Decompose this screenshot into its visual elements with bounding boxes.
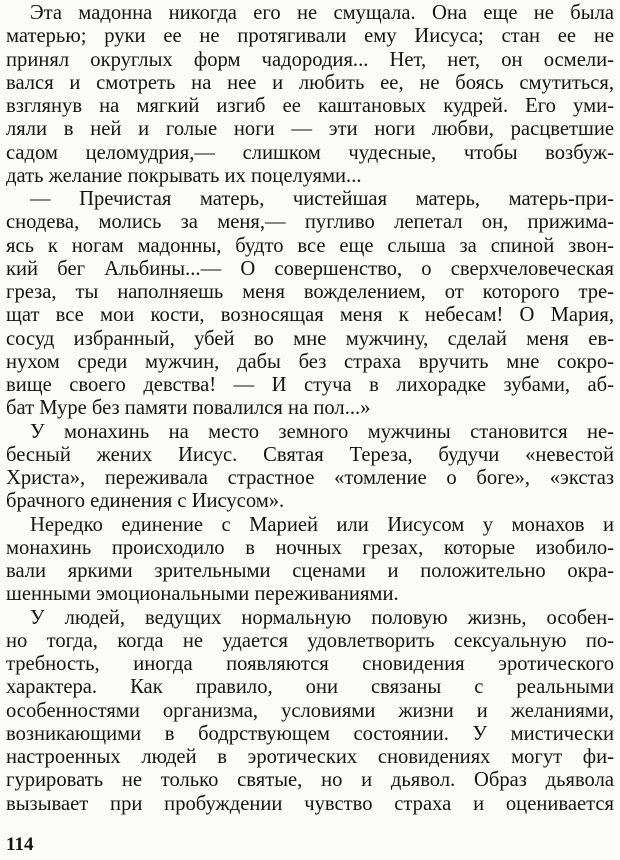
text-line: бат Муре без памяти повалился на пол...» — [6, 397, 371, 420]
text-line: Христа», переживала страстное «томление о боге», «экстаз — [6, 467, 614, 489]
text-line: щат все мои кости, возносящая меня к небесам! О Мария, — [6, 304, 614, 327]
text-line: У людей, ведущих нормальную половую жизнь, особен- — [30, 606, 614, 629]
text-line: шенными эмоциональными переживаниями. — [6, 583, 399, 606]
text-line: принял округлых форм чадородия... Нет, нет, он осмели- — [6, 48, 614, 71]
text-line: монахинь происходило в ночных грезах, которые изобило- — [6, 536, 614, 559]
text-line: У монахинь на место земного мужчины становится не- — [30, 420, 614, 443]
text-line: — Пречистая матерь, чистейшая матерь, матерь-при- — [30, 188, 614, 210]
text-line: греза, ты наполняешь меня вожделением, от которого тре- — [6, 281, 614, 303]
text-line: ясь к ногам мадонны, будто все еще слыша за спиной звон- — [6, 234, 614, 257]
text-line: Эта мадонна никогда его не смущала. Она еще не была — [30, 2, 614, 24]
text-line: бесный жених Иисус. Святая Тереза, будучи «невестой — [6, 443, 614, 466]
text-line: взглянув на мягкий изгиб ее каштановых кудрей. Его уми- — [6, 95, 614, 117]
text-line: настроенных людей в эротических сновидениях могут фи- — [6, 746, 614, 768]
text-line: кий бег Альбины...— О совершенство, о сверхчеловеческая — [6, 257, 614, 280]
text-line: характера. Как правило, они связаны с реальными — [6, 676, 614, 699]
text-line: брачного единения с Иисусом». — [6, 490, 285, 513]
text-line: нухом среди мужчин, дабы без страха вручить мне сокро- — [6, 350, 614, 373]
text-line: вали яркими зрительными сценами и положительно окра- — [6, 560, 614, 582]
text-line: гурировать не только святые, но и дьявол. Образ дьявола — [6, 769, 614, 792]
text-line: дать желание покрывать их поцелуями... — [6, 164, 362, 187]
text-line: ляли в ней и голые ноги — эти ноги любви, расцветшие — [6, 118, 614, 141]
text-line: но тогда, когда не удается удовлетворить сексуальную по- — [6, 629, 614, 652]
text-line: сосуд избранный, убей во мне мужчину, сделай меня ев- — [6, 327, 614, 350]
text-line: вызывает при пробуждении чувство страха и оценивается — [6, 792, 614, 815]
text-line: матерью; руки ее не протягивали ему Иисуса; стан ее не — [6, 25, 614, 48]
text-line: Нередко единение с Марией или Иисусом у монахов и — [30, 513, 614, 536]
text-line: требность, иногда появляются сновидения эротического — [6, 653, 614, 675]
text-line: возникающими в бодрствующем состоянии. У мистически — [6, 722, 614, 745]
text-line: особенностями организма, условиями жизни и желаниями, — [6, 699, 614, 722]
page-number: 114 — [6, 834, 34, 855]
text-line: вался и смотреть на нее и любить ее, не боясь смутиться, — [6, 71, 614, 94]
text-line: садом целомудрия,— слишком чудесные, чтобы возбуж- — [6, 141, 614, 164]
text-line: вище своего девства! — И стуча в лихорадке зубами, аб- — [6, 374, 614, 396]
text-line: снодева, молись за меня,— пугливо лепетал он, прижима- — [6, 211, 614, 234]
body-text — [6, 2, 614, 816]
